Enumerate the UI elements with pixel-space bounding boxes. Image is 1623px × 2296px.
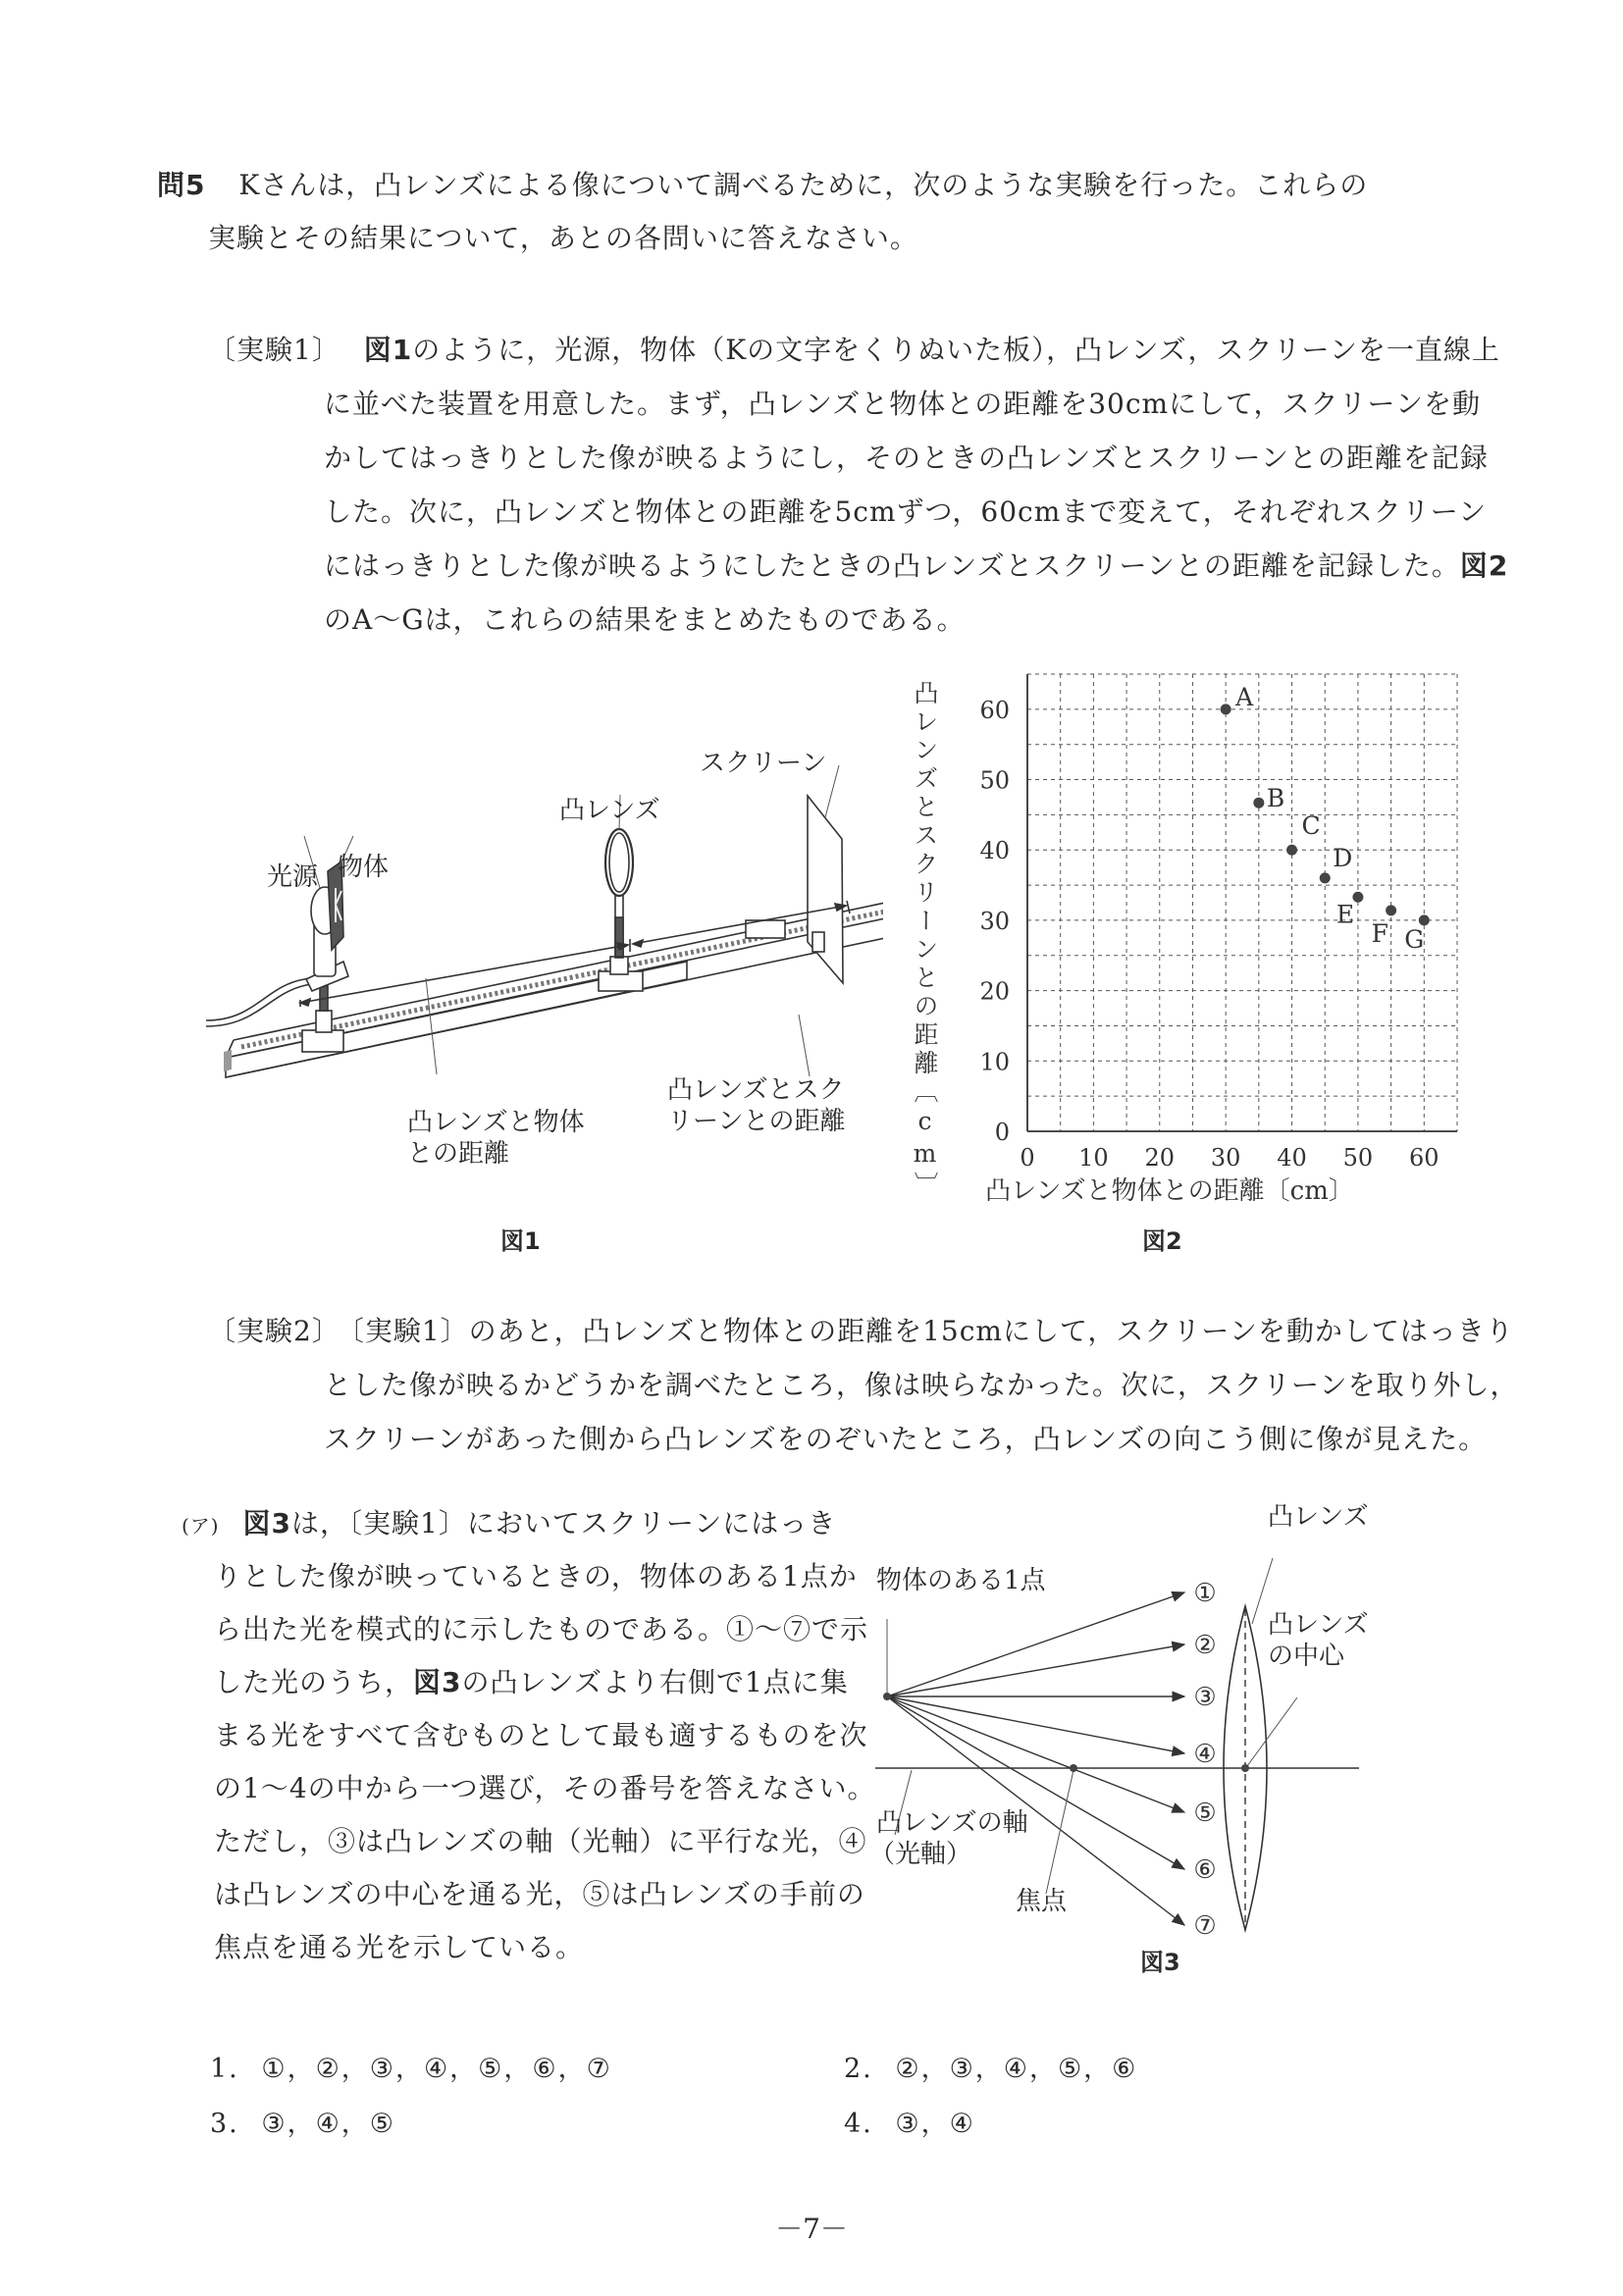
ray-label-4: ④ (1193, 1740, 1217, 1769)
question-intro-line-2: 実験とその結果について，あとの各問いに答えなさい。 (208, 222, 918, 254)
label-lens-screen-distance-1: 凸レンズとスク (667, 1075, 845, 1105)
choice-2-text: ②，③，④，⑤，⑥ (895, 2054, 1138, 2084)
choice-1-number: 1. (210, 2054, 239, 2084)
fig3-ref-2: 図3 (413, 1666, 462, 1698)
subquestion-a-line-4 (214, 1666, 849, 1699)
figure1-apparatus (196, 726, 883, 1079)
subquestion-a-line-9: 焦点を通る光を示している。 (214, 1931, 585, 1963)
experiment1-line-1 (208, 334, 1500, 367)
label-screen: スクリーン (700, 749, 827, 778)
choice-2-number: 2. (844, 2054, 873, 2084)
fig1-ref: 図1 (363, 334, 413, 366)
ray-label-6: ⑥ (1193, 1855, 1217, 1885)
subquestion-a-marker: (ア) (182, 1514, 220, 1538)
figure2-scatter-chart (883, 648, 1472, 1256)
ray-2 (887, 1644, 1184, 1696)
experiment1-line-4: した。次に，凸レンズと物体との距離を5cmずつ，60cmまで変えて，それぞれスクリーン (324, 496, 1488, 528)
y-tick-labels (979, 697, 1010, 1146)
ray-5 (887, 1696, 1184, 1812)
arrowhead (300, 999, 310, 1006)
figure1-caption: 図1 (500, 1227, 541, 1255)
label-light-source: 光源 (267, 862, 319, 892)
subquestion-a-line-7: ただし，③は凸レンズの軸（光軸）に平行な光，④ (214, 1825, 867, 1857)
ray-1 (887, 1592, 1184, 1696)
leader-lens-screen-distance (799, 1015, 810, 1076)
object-point-dot (883, 1693, 891, 1700)
x-tick-label: 60 (1409, 1144, 1440, 1172)
subquestion-a-line-3: ら出た光を模式的に示したものである。①～⑦で示 (214, 1613, 869, 1645)
subquestion-a-text-2: した光のうち， (214, 1666, 414, 1698)
data-point-F (1386, 905, 1396, 915)
lens-mount (610, 957, 628, 974)
screen-mount (812, 932, 824, 952)
data-label-E: E (1335, 900, 1355, 929)
label-lens-center-2: の中心 (1268, 1642, 1345, 1671)
label-lens-object-distance-1: 凸レンズと物体 (407, 1108, 585, 1137)
x-tick-label: 20 (1144, 1144, 1176, 1172)
figure2-caption: 図2 (1142, 1227, 1182, 1255)
intro-text-1: Kさんは，凸レンズによる像について調べるために，次のような実験を行った。これらの (238, 169, 1369, 201)
figure3-caption: 図3 (1140, 1949, 1180, 1976)
ray-label-7: ⑦ (1193, 1911, 1217, 1941)
y-tick-label: 10 (979, 1048, 1010, 1076)
choice-1[interactable] (210, 2047, 612, 2085)
choice-4-text: ③，④ (895, 2109, 975, 2139)
data-label-A: A (1235, 682, 1254, 711)
chart-grid (1027, 674, 1457, 1131)
x-tick-labels (1020, 1144, 1439, 1172)
label-optical-axis-1: 凸レンズの軸 (876, 1808, 1028, 1838)
choice-1-text: ①，②，③，④，⑤，⑥，⑦ (261, 2054, 612, 2084)
y-tick-label: 60 (979, 696, 1010, 724)
light-source-slider (302, 1030, 343, 1052)
data-point-G (1419, 914, 1430, 925)
fig3-ref: 図3 (242, 1507, 291, 1539)
y-axis-label: 凸レンズとスクリーンとの距離〔cm〕 (911, 680, 939, 1200)
chart-axes (1027, 674, 1457, 1131)
leader-focus (1046, 1770, 1073, 1894)
experiment2-line-3: スクリーンがあった側から凸レンズをのぞいたところ，凸レンズの向こう側に像が見えた。 (324, 1423, 1488, 1455)
x-tick-label: 10 (1078, 1144, 1109, 1172)
rail-end-cap (224, 1050, 232, 1071)
ray-4 (887, 1696, 1184, 1753)
x-tick-label: 30 (1210, 1144, 1241, 1172)
leader-lens-center (1247, 1697, 1297, 1766)
data-label-G: G (1404, 924, 1425, 954)
y-tick-label: 40 (979, 837, 1010, 865)
experiment1-line-3: かしてはっきりとした像が映るようにし，そのときの凸レンズとスクリーンとの距離を記録 (324, 442, 1489, 474)
ray-label-3: ③ (1193, 1683, 1217, 1712)
experiment2-line-1 (208, 1315, 1514, 1348)
question-intro-line-1 (157, 169, 1368, 202)
data-label-D: D (1333, 843, 1353, 872)
light-source-mount (316, 1011, 332, 1032)
subquestion-a-line-8: は凸レンズの中心を通る光，⑤は凸レンズの手前の (214, 1878, 865, 1910)
x-axis-label: 凸レンズと物体との距離〔cm〕 (985, 1176, 1354, 1206)
x-tick-label: 0 (1020, 1144, 1035, 1172)
ray-labels (1193, 1579, 1216, 1941)
label-lens-center-1: 凸レンズ (1268, 1610, 1369, 1640)
ray-label-2: ② (1193, 1631, 1217, 1660)
choice-2[interactable] (844, 2047, 1137, 2085)
y-tick-label: 20 (979, 977, 1010, 1006)
subquestion-a-line-6: の1～4の中から一つ選び，その番号を答えなさい。 (214, 1772, 876, 1804)
experiment1-line-5 (324, 549, 1508, 583)
experiment1-label: 〔実験1〕 (208, 334, 340, 366)
experiment1-line-6: のA～Gは，これらの結果をまとめたものである。 (324, 603, 966, 636)
choice-4-number: 4. (844, 2109, 873, 2139)
label-fig3-lens: 凸レンズ (1268, 1502, 1369, 1532)
subquestion-a-line-5: まる光をすべて含むものとして最も適するものを次 (214, 1719, 868, 1751)
subquestion-a-line-1 (182, 1507, 836, 1542)
choice-4[interactable] (844, 2102, 975, 2140)
x-tick-label: 50 (1342, 1144, 1374, 1172)
label-lens-object-distance-2: との距離 (407, 1139, 510, 1169)
experiment1-line-2: に並べた装置を用意した。まず，凸レンズと物体との距離を30cmにして，スクリーンを動 (324, 388, 1481, 420)
fig2-ref: 図2 (1459, 549, 1509, 582)
experiment2-line-2: とした像が映るかどうかを調べたところ，像は映らなかった。次に，スクリーンを取り外し， (324, 1369, 1519, 1401)
arrowhead (617, 943, 628, 950)
label-lens-screen-distance-2: リーンとの距離 (667, 1107, 846, 1136)
subquestion-a-text-3: の凸レンズより右側で1点に集 (461, 1666, 849, 1698)
x-tick-label: 40 (1277, 1144, 1307, 1172)
label-object: 物体 (338, 853, 390, 882)
data-point-C (1286, 845, 1297, 856)
lens-post-grip (615, 917, 623, 957)
label-optical-axis-2: （光軸） (869, 1840, 972, 1869)
y-tick-label: 50 (979, 766, 1010, 795)
label-object-point: 物体のある1点 (876, 1566, 1046, 1595)
choice-3-number: 3. (210, 2109, 239, 2139)
question-number: 問5 (157, 169, 206, 201)
page-number: －7－ (775, 2213, 848, 2245)
data-point-B (1253, 798, 1264, 809)
subquestion-a-text-0: は，〔実験1〕においてスクリーンにはっき (291, 1507, 837, 1539)
arrowhead (633, 940, 643, 947)
y-tick-label: 0 (994, 1119, 1010, 1146)
data-point-D (1320, 872, 1331, 883)
data-label-F: F (1371, 918, 1388, 948)
experiment2-label: 〔実験2〕 (208, 1315, 340, 1347)
experiment1-text-0: のように，光源，物体（Kの文字をくりぬいた板），凸レンズ，スクリーンを一直線上 (412, 334, 1500, 366)
label-focus: 焦点 (1016, 1887, 1068, 1916)
ray-label-1: ① (1193, 1579, 1217, 1608)
arrowhead (835, 904, 846, 911)
lens-center-dot (1241, 1764, 1249, 1772)
choice-3-text: ③，④，⑤ (261, 2109, 395, 2139)
ray-label-5: ⑤ (1193, 1799, 1217, 1828)
choice-3[interactable] (210, 2102, 395, 2140)
subquestion-a-line-2: りとした像が映っているときの，物体のある1点か (214, 1560, 858, 1592)
leader-screen (825, 765, 839, 817)
data-label-B: B (1266, 784, 1285, 813)
screen (808, 796, 843, 983)
data-point-A (1221, 704, 1231, 714)
experiment1-text-4: にはっきりとした像が映るようにしたときの凸レンズとスクリーンとの距離を記録した。 (324, 549, 1460, 582)
experiment2-text-0: 〔実験1〕のあと，凸レンズと物体との距離を15cmにして，スクリーンを動かしてはっきり (349, 1315, 1514, 1347)
focal-point-dot (1070, 1764, 1077, 1772)
label-lens: 凸レンズ (559, 796, 660, 825)
y-tick-label: 30 (979, 907, 1010, 935)
data-label-C: C (1301, 811, 1321, 841)
